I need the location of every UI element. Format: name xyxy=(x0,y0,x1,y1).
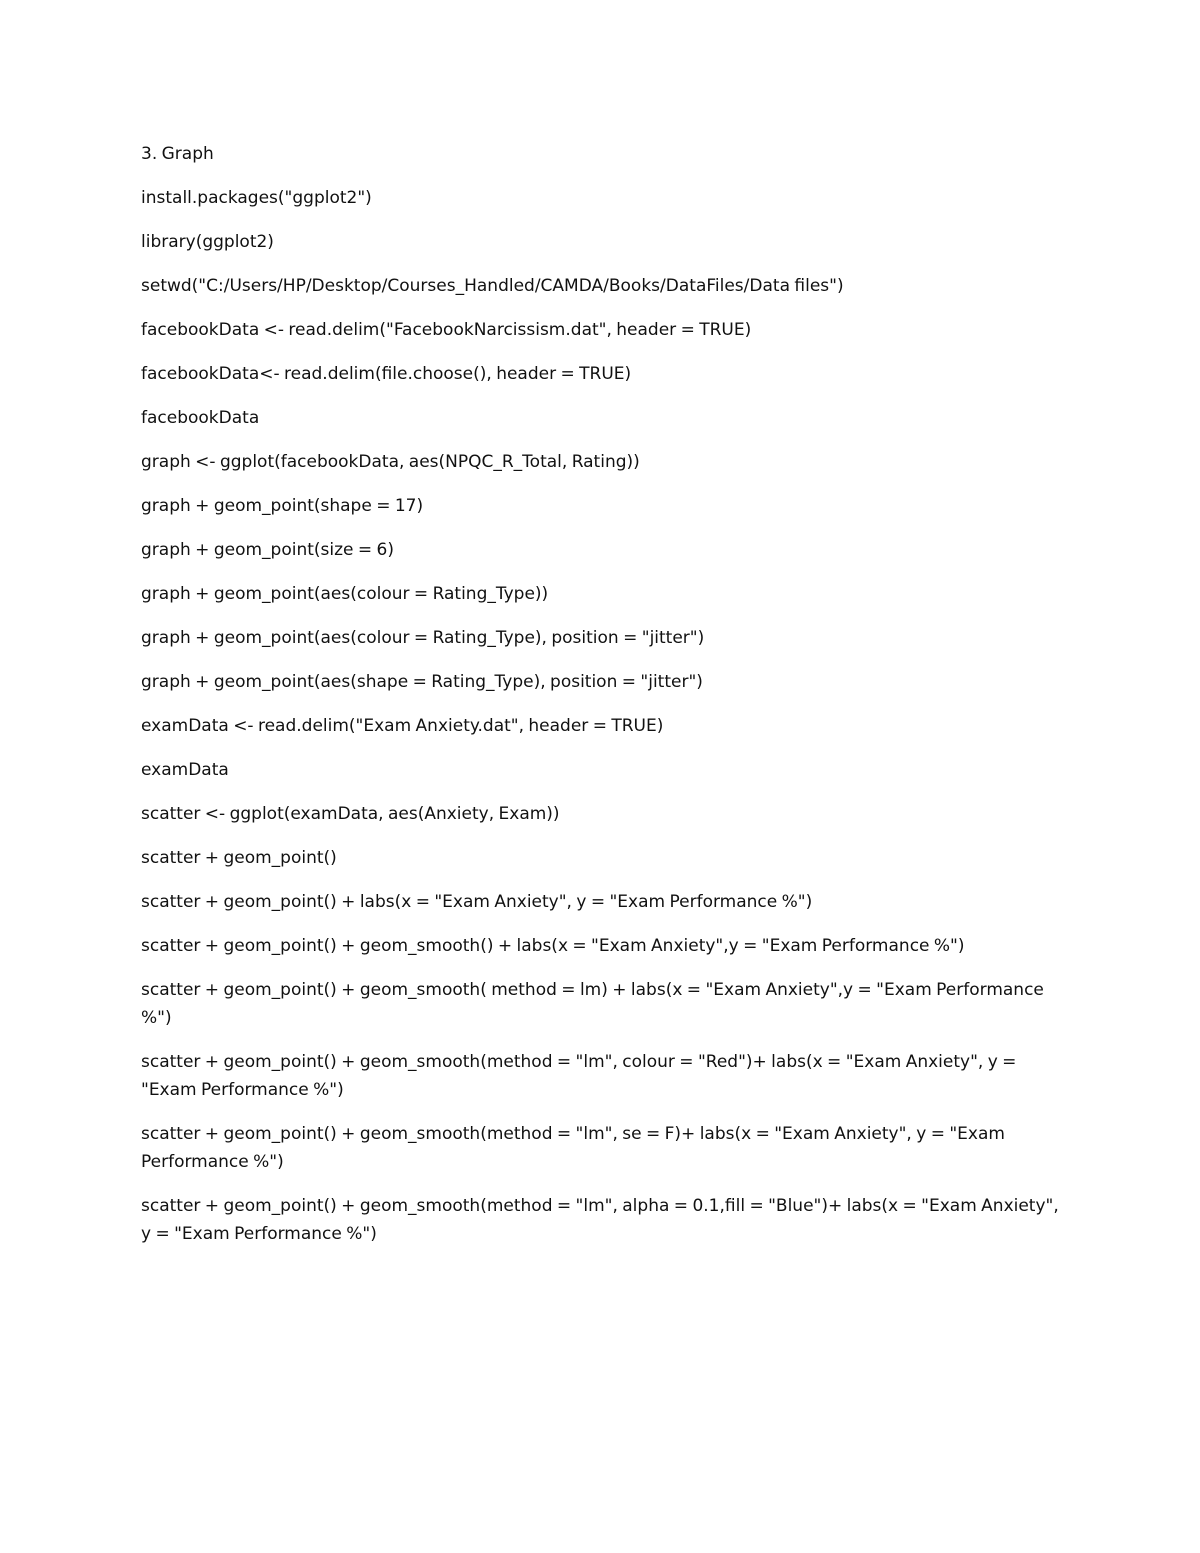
code-line-scatter-assign: scatter <- ggplot(examData, aes(Anxiety, Exam)) xyxy=(141,804,560,824)
code-line-scatter-point: scatter + geom_point() xyxy=(141,848,337,868)
code-line-exam-data: examData xyxy=(141,760,229,780)
code-line-graph-colour-jitter: graph + geom_point(aes(colour = Rating_Type), position = "jitter") xyxy=(141,628,705,648)
document-body xyxy=(141,140,1071,1264)
code-line-scatter-smooth-se: scatter + geom_point() + geom_smooth(method = "lm", se = F)+ labs(x = "Exam Anxiety", y = "Exam Performance %") xyxy=(141,1124,1005,1172)
code-line-graph-shape-jitter: graph + geom_point(aes(shape = Rating_Type), position = "jitter") xyxy=(141,672,703,692)
code-line-graph-shape: graph + geom_point(shape = 17) xyxy=(141,496,424,516)
code-line-scatter-smooth-blue: scatter + geom_point() + geom_smooth(method = "lm", alpha = 0.1,fill = "Blue")+ labs(x = "Exam Anxiety", y = "Exam Performance %") xyxy=(141,1196,1059,1244)
code-line-graph-assign: graph <- ggplot(facebookData, aes(NPQC_R_Total, Rating)) xyxy=(141,452,640,472)
code-line-library: library(ggplot2) xyxy=(141,232,274,252)
code-line-facebook-data: facebookData xyxy=(141,408,260,428)
code-line-scatter-labs: scatter + geom_point() + labs(x = "Exam Anxiety", y = "Exam Performance %") xyxy=(141,892,813,912)
code-line-setwd: setwd("C:/Users/HP/Desktop/Courses_Handled/CAMDA/Books/DataFiles/Data files") xyxy=(141,276,844,296)
code-line-read-exam-data: examData <- read.delim("Exam Anxiety.dat", header = TRUE) xyxy=(141,716,664,736)
section-heading: 3. Graph xyxy=(141,144,214,164)
code-line-scatter-smooth-lm: scatter + geom_point() + geom_smooth( method = lm) + labs(x = "Exam Anxiety",y = "Exam Performance %") xyxy=(141,980,1044,1028)
code-line-read-facebook-data: facebookData <- read.delim("FacebookNarcissism.dat", header = TRUE) xyxy=(141,320,752,340)
code-line-scatter-smooth: scatter + geom_point() + geom_smooth() + labs(x = "Exam Anxiety",y = "Exam Performance %") xyxy=(141,936,965,956)
code-line-scatter-smooth-red: scatter + geom_point() + geom_smooth(method = "lm", colour = "Red")+ labs(x = "Exam Anxiety", y = "Exam Performance %") xyxy=(141,1052,1017,1100)
code-line-install-packages: install.packages("ggplot2") xyxy=(141,188,372,208)
code-line-graph-colour: graph + geom_point(aes(colour = Rating_Type)) xyxy=(141,584,549,604)
code-line-graph-size: graph + geom_point(size = 6) xyxy=(141,540,394,560)
code-line-read-facebook-choose: facebookData<- read.delim(file.choose(), header = TRUE) xyxy=(141,364,632,384)
